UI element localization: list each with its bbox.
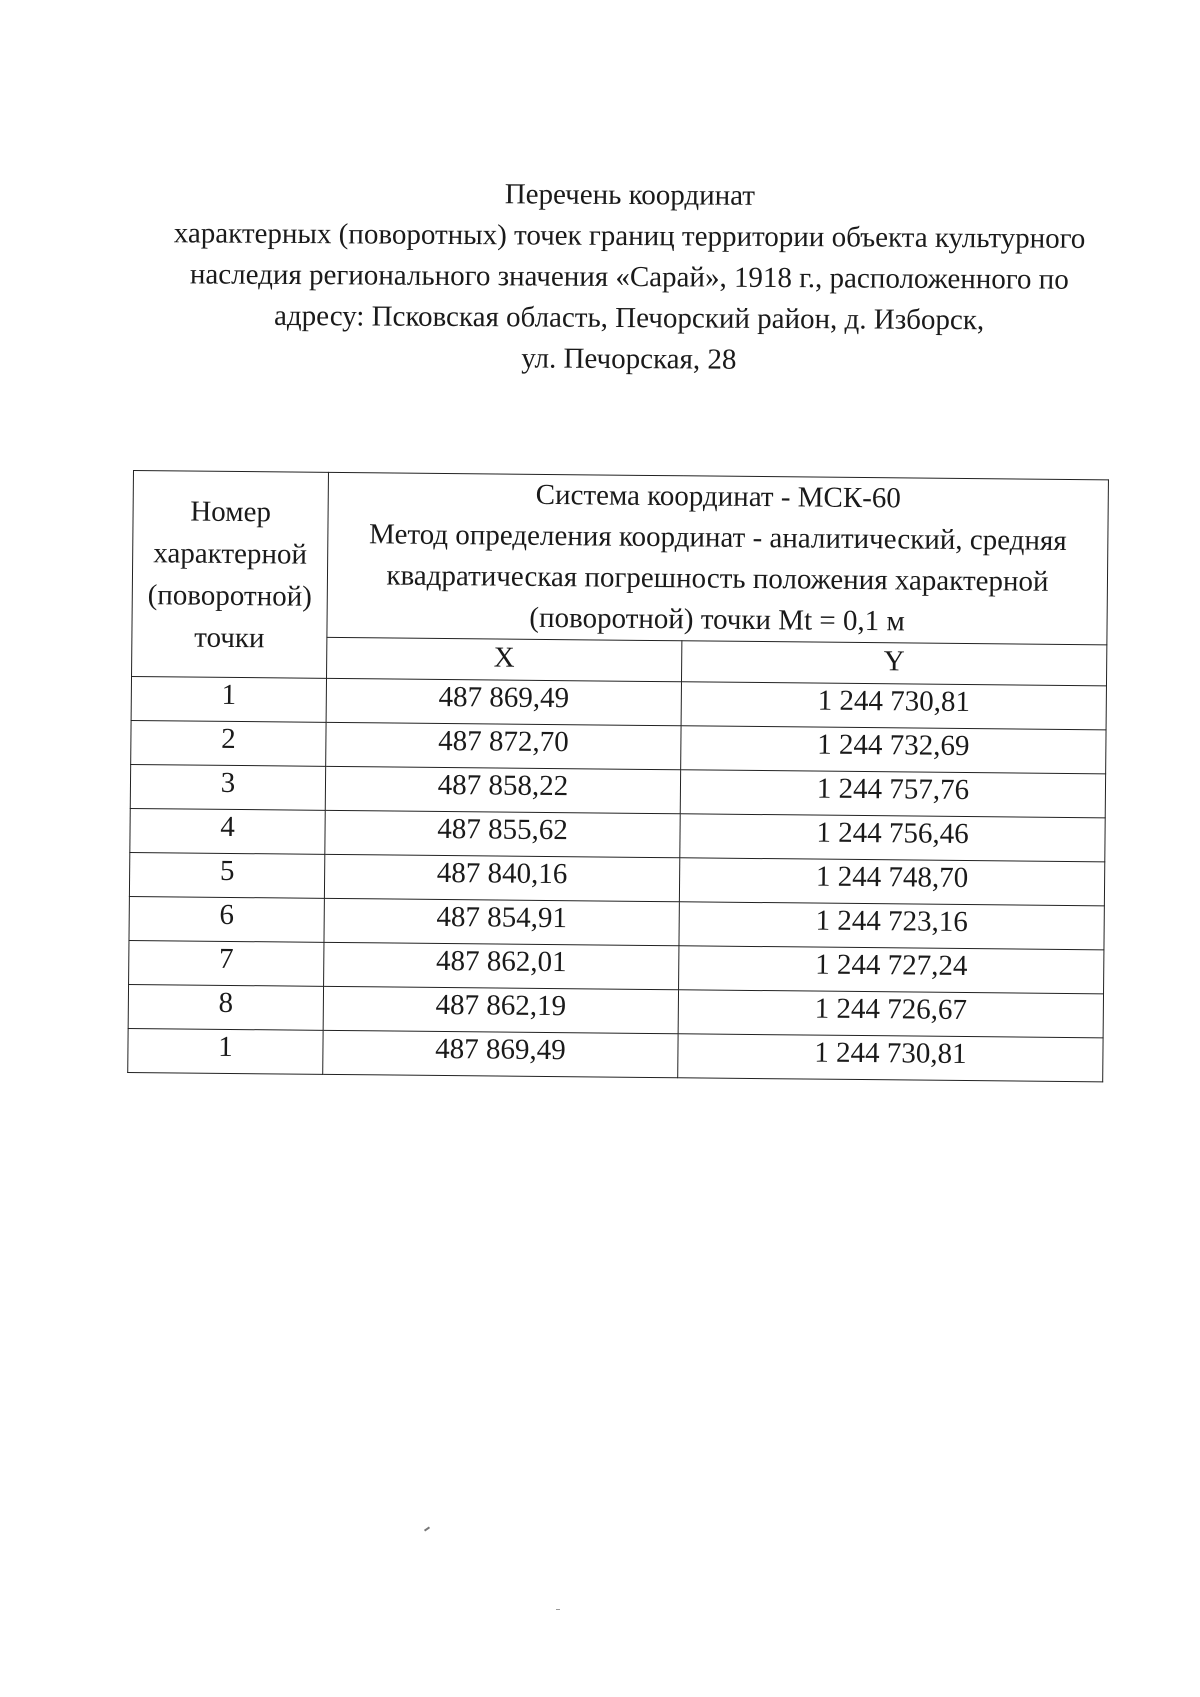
point-number-cell: 3	[130, 764, 325, 810]
y-coordinate-cell: 1 244 756,46	[680, 814, 1105, 862]
scan-speck	[556, 1609, 560, 1610]
x-coordinate-cell: 487 840,16	[324, 854, 679, 901]
y-coordinate-cell: 1 244 732,69	[681, 726, 1106, 774]
point-number-header-line: точки	[194, 621, 265, 654]
point-number-header-line: характерной	[153, 536, 308, 571]
point-number-cell: 1	[131, 676, 326, 722]
table-header-row	[132, 471, 1109, 645]
point-number-cell: 7	[129, 940, 324, 986]
coordinates-table	[127, 470, 1109, 1082]
x-coordinate-cell: 487 854,91	[324, 898, 679, 945]
coordinates-table-wrapper	[127, 470, 1108, 1082]
title-line-2: характерных (поворотных) точек границ территории объекта культурного	[173, 217, 1086, 255]
document-title	[129, 172, 1130, 383]
y-coordinate-cell: 1 244 723,16	[679, 902, 1104, 950]
point-number-header	[132, 471, 329, 679]
coordinate-system-header-line: Система координат - МСК-60	[535, 478, 902, 515]
point-number-cell: 8	[128, 984, 323, 1030]
point-number-cell: 4	[130, 808, 325, 854]
x-coordinate-cell: 487 872,70	[326, 722, 681, 769]
coordinate-system-header	[327, 472, 1109, 644]
coordinate-system-header-line: квадратическая погрешность положения характерной	[386, 559, 1049, 598]
title-line-4: адресу: Псковская область, Печорский район, д. Изборск,	[273, 299, 985, 337]
y-column-header: Y	[681, 641, 1106, 686]
y-coordinate-cell: 1 244 748,70	[679, 858, 1104, 906]
x-coordinate-cell: 487 858,22	[325, 766, 680, 813]
x-coordinate-cell: 487 862,19	[323, 986, 678, 1033]
x-coordinate-cell: 487 869,49	[323, 1030, 678, 1077]
coordinate-system-header-line: Метод определения координат - аналитический, средняя	[368, 518, 1067, 557]
title-line-5: ул. Печорская, 28	[521, 342, 737, 376]
point-number-cell: 5	[129, 852, 324, 898]
point-number-cell: 1	[128, 1028, 323, 1074]
y-coordinate-cell: 1 244 730,81	[681, 682, 1106, 730]
point-number-header-line: Номер	[190, 495, 272, 528]
point-number-cell: 2	[131, 720, 326, 766]
title-line-1: Перечень координат	[504, 178, 756, 212]
coordinate-system-header-line: (поворотной) точки Mt = 0,1 м	[529, 601, 905, 638]
point-number-cell: 6	[129, 896, 324, 942]
x-coordinate-cell: 487 869,49	[326, 678, 681, 725]
title-line-3: наследия регионального значения «Сарай», 1918 г., расположенного по	[189, 258, 1069, 296]
x-coordinate-cell: 487 855,62	[325, 810, 680, 857]
scan-speck	[424, 1526, 430, 1531]
table-row	[128, 1028, 1103, 1081]
y-coordinate-cell: 1 244 730,81	[678, 1034, 1103, 1082]
y-coordinate-cell: 1 244 726,67	[678, 990, 1103, 1038]
point-number-header-line: (поворотной)	[147, 578, 313, 613]
y-coordinate-cell: 1 244 727,24	[679, 946, 1104, 994]
x-column-header: X	[327, 637, 682, 681]
x-coordinate-cell: 487 862,01	[324, 942, 679, 989]
y-coordinate-cell: 1 244 757,76	[680, 770, 1105, 818]
